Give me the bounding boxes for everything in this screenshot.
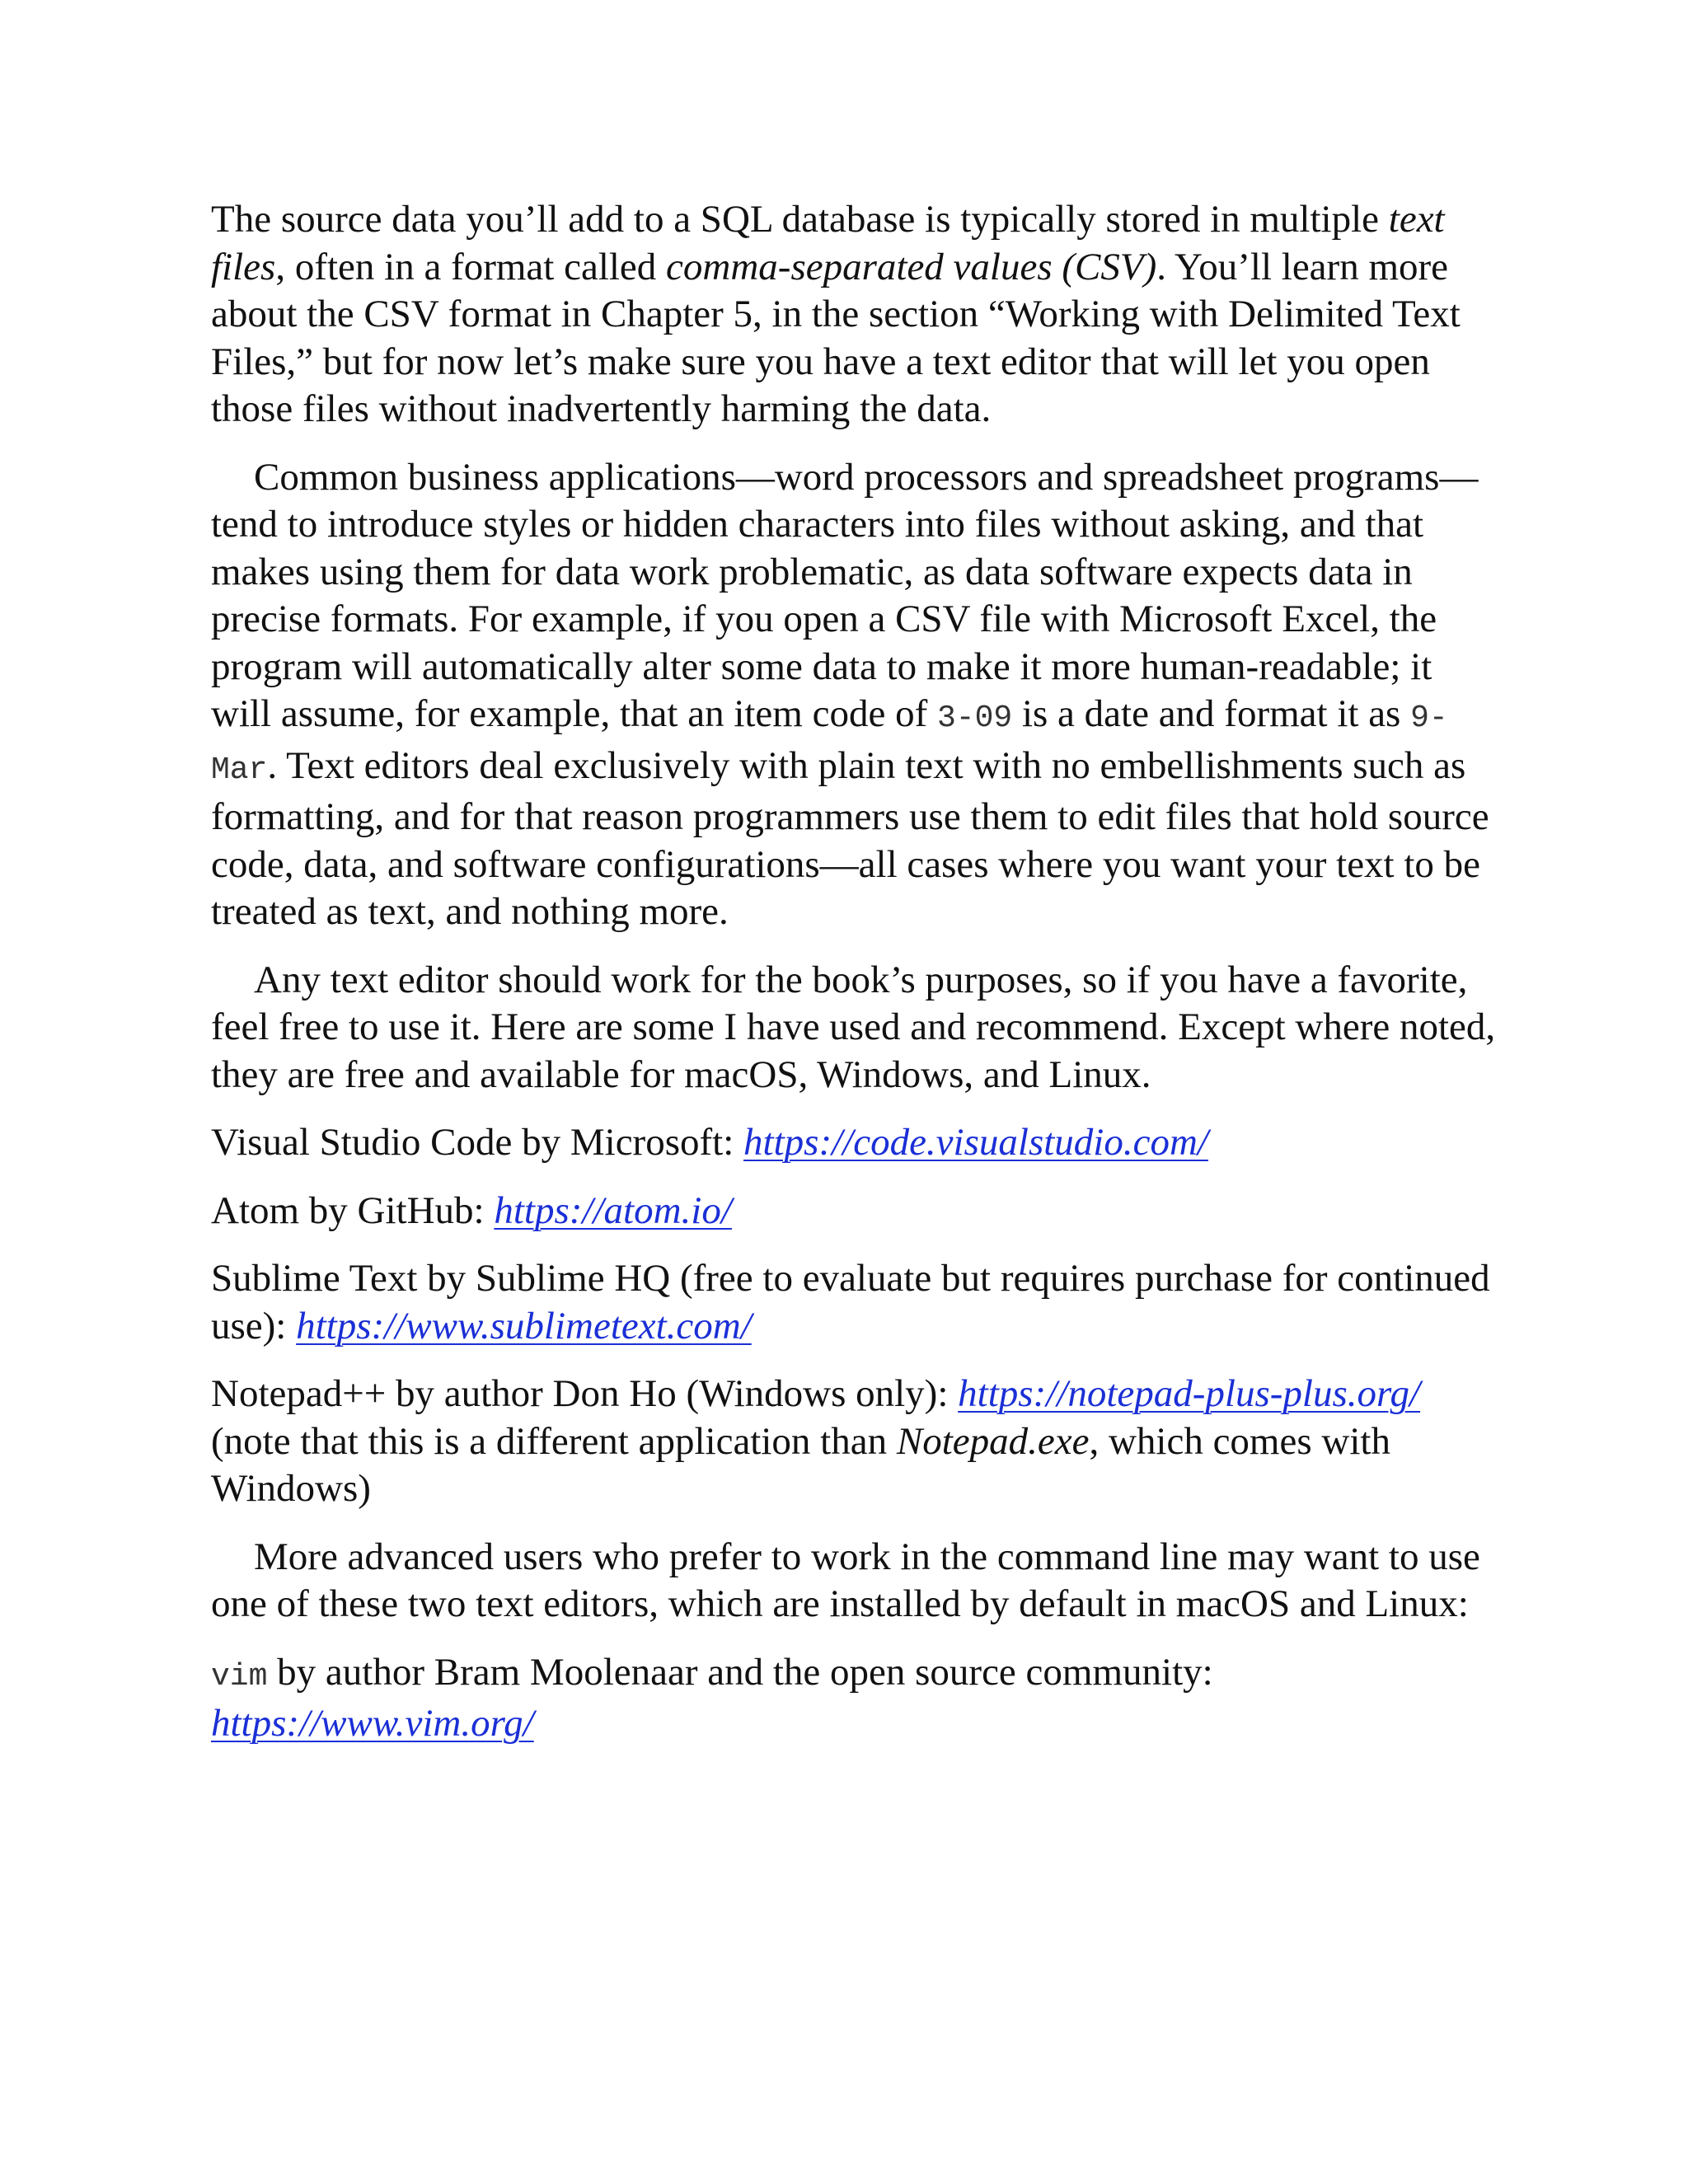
list-item-atom — [211, 1188, 1497, 1235]
code-vim: vim — [211, 1658, 268, 1694]
code-date: 9-Mar — [211, 701, 1448, 788]
text: . Text editors deal exclusively with plain text with no embellishments such as formatting, and for that reason programmers use them to edit files that hold source code, data, and software configurations—all cases where you want your text to be treated as text, and nothing more. — [211, 743, 1489, 933]
paragraph-intro — [211, 196, 1497, 434]
document-page — [211, 196, 1497, 1769]
list-item-vim — [211, 1649, 1497, 1748]
link-atom[interactable]: https://atom.io/ — [494, 1188, 732, 1232]
link-sublime[interactable]: https://www.sublimetext.com/ — [296, 1304, 752, 1347]
code-item-code: 3-09 — [936, 701, 1013, 736]
text: Common business applications—word processors and spreadsheet programs—tend to introduce styles or hidden characters into files without asking, and that makes using them for data work problematic, as data software expects data in precise formats. For example, if you open a CSV file with Microsoft Excel, the program will automatically alter some data to make it more human-readable; it will assume, for example, that an item code of — [211, 455, 1479, 735]
link-vscode[interactable]: https://code.visualstudio.com/ — [743, 1121, 1208, 1164]
editor-label: Notepad++ by author Don Ho (Windows only): — [211, 1372, 959, 1415]
text: More advanced users who prefer to work in the command line may want to use one of these two text editors, which are installed by default in macOS and Linux: — [211, 1535, 1480, 1625]
text: (note that this is a different application than — [211, 1419, 897, 1463]
emphasis-csv: comma-separated values (CSV) — [666, 245, 1157, 288]
link-notepadpp[interactable]: https://notepad-plus-plus.org/ — [958, 1372, 1421, 1415]
text: , which comes with Windows) — [211, 1419, 1390, 1510]
editor-label: Visual Studio Code by Microsoft: — [211, 1121, 744, 1164]
list-item-sublime — [211, 1255, 1497, 1350]
list-item-notepadpp — [211, 1371, 1497, 1513]
paragraph-advanced-users — [211, 1534, 1497, 1629]
text: The source data you’ll add to a SQL database is typically stored in multiple — [211, 198, 1389, 241]
emphasis-text-files: text files — [211, 198, 1445, 288]
emphasis-notepad-exe: Notepad.exe — [896, 1419, 1090, 1463]
text: , often in a format called — [275, 245, 667, 288]
paragraph-business-apps — [211, 454, 1497, 936]
list-item-vscode — [211, 1119, 1497, 1167]
text: . You’ll learn more about the CSV format in Chapter 5, in the section “Working with Delimited Text Files,” but for now let’s make sure you have a text editor that will let you open those files without inadvertently harming the data. — [211, 245, 1461, 430]
editor-label: Atom by GitHub: — [211, 1188, 495, 1232]
editor-label: Sublime Text by Sublime HQ (free to evaluate but requires purchase for continued use): — [211, 1257, 1490, 1347]
text: is a date and format it as — [1012, 692, 1411, 735]
text: Any text editor should work for the book’s purposes, so if you have a favorite, feel free to use it. Here are some I have used and recommend. Except where noted, they are free and available for macOS, Windows, and Linux. — [211, 958, 1496, 1096]
link-vim[interactable]: https://www.vim.org/ — [211, 1702, 534, 1745]
paragraph-any-editor — [211, 957, 1497, 1099]
editor-label: by author Bram Moolenaar and the open source community: — [267, 1650, 1213, 1694]
